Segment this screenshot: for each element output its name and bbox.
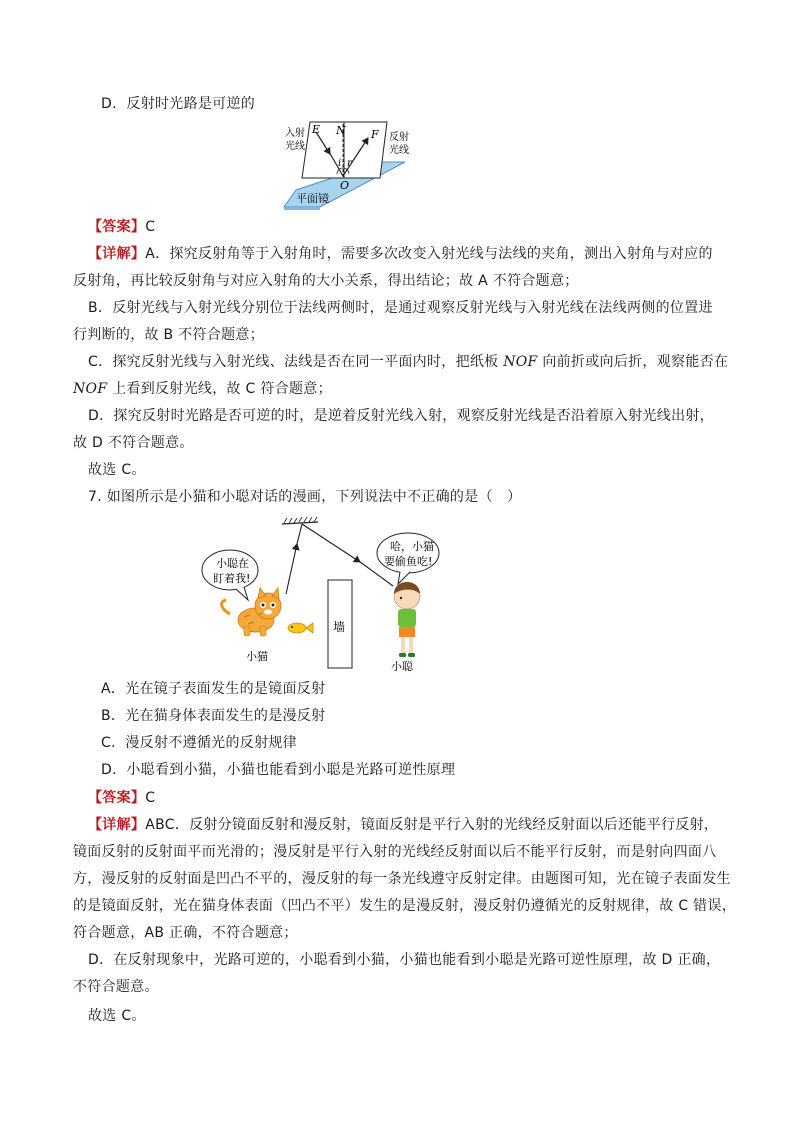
- q6-reflection-figure: [280, 118, 415, 212]
- q7-option-c: C．漫反射不遵循光的反射规律: [101, 735, 297, 751]
- boy-icon: [394, 582, 420, 657]
- ray-to-boy: [302, 524, 360, 562]
- label-i: i: [338, 158, 342, 169]
- q6-answer: [88, 217, 155, 237]
- q6-detail-a1-text: A．探究反射角等于入射角时，需要多次改变入射光线与法线的夹角，测出入射角与对应的: [145, 246, 713, 262]
- q6-detail-c2: [73, 379, 332, 399]
- detail-tag: 【详解】: [88, 817, 146, 833]
- answer-value: C: [145, 219, 156, 235]
- boy-label: 小聪: [391, 660, 413, 673]
- detail-tag: 【详解】: [88, 246, 146, 262]
- q7-option-d: D．小聪看到小猫，小猫也能看到小聪是光路可逆性原理: [101, 762, 456, 778]
- q6-option-d: D．反射时光路是可逆的: [101, 96, 256, 112]
- q7-conclusion: 故选 C。: [88, 1008, 146, 1024]
- reflect-label-2: 光线: [389, 145, 409, 156]
- label-N: N: [336, 124, 346, 137]
- q7-detail-l1: [88, 815, 718, 835]
- q7-cartoon-figure: [200, 514, 470, 674]
- incident-label-2: 光线: [285, 141, 305, 152]
- fish-icon: [288, 623, 313, 633]
- q7-detail-l5: 符合题意，AB 正确，不符合题意；: [73, 925, 298, 941]
- ray-from-cat: [286, 544, 297, 594]
- q6-detail-c1-pre: C．探究反射光线与入射光线、法线是否在同一平面内时，把纸板: [88, 354, 504, 370]
- q7-detail-d1: D．在反射现象中，光路可逆的，小聪看到小猫，小猫也能看到小聪是光路可逆性原理，故 D 正确，: [88, 952, 721, 968]
- q6-detail-c2-nof: NOF: [73, 381, 108, 397]
- q6-detail-c1: [88, 352, 728, 372]
- q7-detail-l1-text: ABC．反射分镜面反射和漫反射，镜面反射是平行入射的光线经反射面以后还能平行反射，: [145, 817, 719, 833]
- mirror-label: 平面镜: [296, 192, 329, 205]
- answer-tag: 【答案】: [88, 219, 146, 235]
- incident-label-1: 入射: [285, 128, 305, 139]
- reflect-label-1: 反射: [389, 132, 409, 143]
- cat-label: 小猫: [246, 650, 268, 663]
- wall-label: 墙: [333, 620, 346, 634]
- boy-bubble-line2: 要偷鱼吃!: [384, 555, 433, 568]
- q7-stem: 7. 如图所示是小猫和小聪对话的漫画，下列说法中不正确的是（ ）: [88, 489, 522, 505]
- answer-value: C: [145, 790, 156, 806]
- q6-detail-d1: D．探究反射时光路是否可逆的时，是逆着反射光线入射，观察反射光线是否沿着原入射光线出射，: [88, 408, 714, 424]
- q7-answer: [88, 788, 155, 808]
- boy-bubble-line1: 哈，小猫: [390, 540, 434, 553]
- q6-detail-c1-nof: NOF: [503, 354, 538, 370]
- q6-detail-b2: 行判断的，故 B 不符合题意；: [73, 327, 265, 343]
- q6-detail-d2: 故 D 不符合题意。: [73, 435, 194, 451]
- label-r: r: [347, 158, 352, 169]
- q6-detail-b1: B．反射光线与入射光线分别位于法线两侧时，是通过观察反射光线与入射光线在法线两侧的位置进: [88, 300, 713, 316]
- label-F: F: [371, 128, 379, 141]
- cat-icon: [222, 588, 281, 636]
- q7-detail-l4: 的是镜面反射，光在猫身体表面（凹凸不平）发生的是漫反射，漫反射仍遵循光的反射规律，故 C 错误，: [73, 898, 737, 914]
- q6-detail-a1: [88, 244, 713, 264]
- q7-detail-d2: 不符合题意。: [73, 979, 159, 995]
- label-O: O: [340, 179, 350, 192]
- q7-detail-l3: 方，漫反射的反射面是凹凸不平的，漫反射的每一条光线遵守反射定律。由题图可知，光在镜子表面发生: [73, 871, 731, 887]
- cat-bubble-line1: 小聪在: [216, 557, 249, 570]
- q7-detail-l2: 镜面反射的反射面平而光滑的；漫反射是平行入射的光线经反射面以后不能平行反射，而是射向四面八: [73, 844, 717, 860]
- answer-tag: 【答案】: [88, 790, 146, 806]
- cat-bubble-line2: 盯着我!: [213, 572, 251, 585]
- label-E: E: [312, 123, 321, 136]
- q7-option-a: A．光在镜子表面发生的是镜面反射: [101, 681, 326, 697]
- q6-conclusion: 故选 C。: [88, 462, 146, 478]
- q6-detail-a2: 反射角，再比较反射角与对应入射角的大小关系，得出结论；故 A 不符合题意；: [73, 273, 579, 289]
- q7-option-b: B．光在猫身体表面发生的是漫反射: [101, 708, 326, 724]
- q6-detail-c2-post: 上看到反射光线，故 C 符合题意；: [107, 381, 332, 397]
- mirror-icon: [282, 517, 318, 524]
- q6-detail-c1-post: 向前折或向后折，观察能否在: [537, 354, 729, 370]
